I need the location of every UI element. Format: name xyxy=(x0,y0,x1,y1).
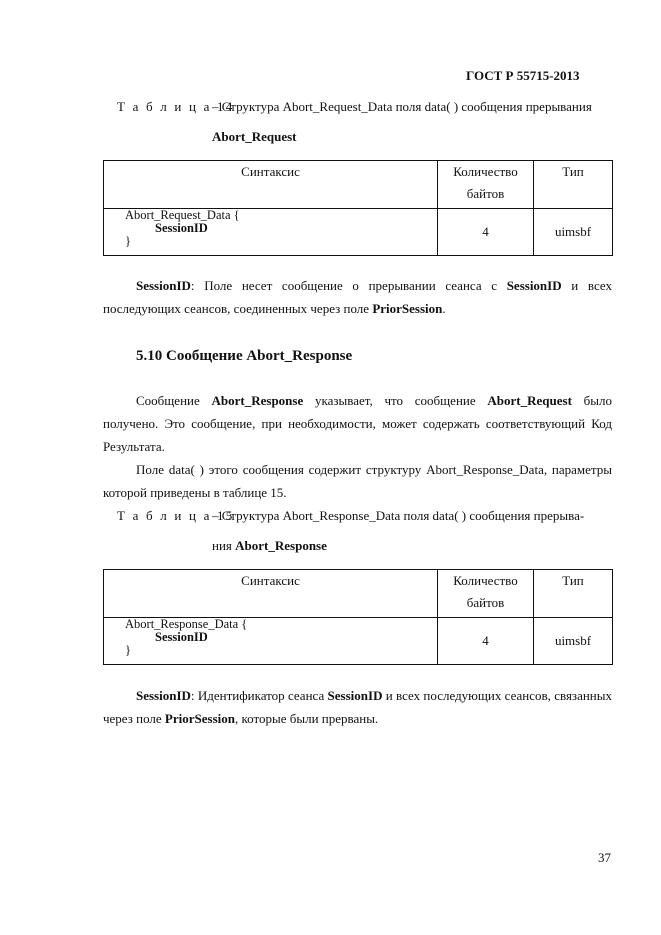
table15-code-field: SessionID xyxy=(155,630,208,644)
term-sessionid: SessionID xyxy=(136,278,191,293)
table15-col-syntax: Синтаксис xyxy=(104,570,438,618)
page-number: 37 xyxy=(598,850,611,865)
table15-title-line2-text: ния xyxy=(212,538,236,553)
paragraph-abort-response xyxy=(103,389,612,458)
para4-text3: , которые были прерваны. xyxy=(234,711,379,726)
table14-label: Т а б л и ц а 14 xyxy=(117,99,235,114)
para2-text3: было получено. Это сообщение, при необходимости, может содержать соответствующий Код Результата. xyxy=(103,393,612,454)
para4-text1: : Идентификатор сеанса xyxy=(190,688,328,703)
table14-code-close: } xyxy=(125,234,131,248)
table14-code-open: Abort_Request_Data { xyxy=(125,208,240,222)
paragraph-sessionid-1 xyxy=(103,274,612,320)
table14-col-syntax: Синтаксис xyxy=(104,161,438,209)
para2-text2: указывает, что сообщение xyxy=(303,393,488,408)
term-sessionid-2: SessionID xyxy=(506,278,562,293)
term-abort-request: Abort_Request xyxy=(487,393,572,408)
term-priorsession-2: PriorSession xyxy=(164,711,235,726)
table14-type: uimsbf xyxy=(534,209,613,256)
table14-title: – Структура Abort_Request_Data поля data( ) сообщения прерывания xyxy=(212,99,592,114)
table15-type: uimsbf xyxy=(534,618,613,665)
para1-text1: : Поле несет сообщение о прерывании сеанса с xyxy=(190,278,507,293)
table14-col-qty xyxy=(438,161,534,209)
paragraph-sessionid-2 xyxy=(103,684,612,730)
table15-title-bold: Abort_Response xyxy=(235,538,327,553)
table15-qty: 4 xyxy=(438,618,534,665)
term-abort-response: Abort_Response xyxy=(211,393,304,408)
para1-text2: и всех последующих сеансов, соединенных через поле xyxy=(103,278,612,316)
table14-code-field: SessionID xyxy=(155,221,208,235)
table15-col-qty xyxy=(438,570,534,618)
table15-syntax-cell xyxy=(104,618,438,665)
table15-col-qty-line2: байтов xyxy=(466,595,505,610)
term-sessionid-4: SessionID xyxy=(327,688,383,703)
term-priorsession: PriorSession xyxy=(372,301,443,316)
table14-col-type: Тип xyxy=(534,161,613,209)
standard-number: ГОСТ Р 55715-2013 xyxy=(466,68,580,83)
para4-text2: и всех последующих сеансов, связанных через поле xyxy=(103,688,612,726)
table15-code-open: Abort_Response_Data { xyxy=(125,617,248,631)
table15-label: Т а б л и ц а 15 xyxy=(117,508,235,523)
table15-col-type: Тип xyxy=(534,570,613,618)
table14-syntax-cell xyxy=(104,209,438,256)
para1-text3: . xyxy=(442,301,446,316)
table14-qty: 4 xyxy=(438,209,534,256)
table15 xyxy=(103,569,613,665)
table15-title-line2 xyxy=(212,538,327,554)
table14-col-qty-line2: байтов xyxy=(466,186,505,201)
para2-text1: Сообщение xyxy=(136,393,212,408)
table14-title-bold: Abort_Request xyxy=(212,129,297,144)
section-heading: 5.10 Сообщение Abort_Response xyxy=(136,348,353,364)
table15-col-qty-line1: Количество xyxy=(453,573,518,588)
table14-col-qty-line1: Количество xyxy=(453,164,518,179)
term-sessionid-3: SessionID xyxy=(136,688,191,703)
paragraph-data-field: Поле data( ) этого сообщения содержит структуру Abort_Response_Data, параметры которой приведены в таблице 15. xyxy=(103,462,612,500)
table15-title: – Структура Abort_Response_Data поля data( ) сообщения прерыва- xyxy=(212,508,585,523)
table14 xyxy=(103,160,613,256)
table15-code-close: } xyxy=(125,643,131,657)
